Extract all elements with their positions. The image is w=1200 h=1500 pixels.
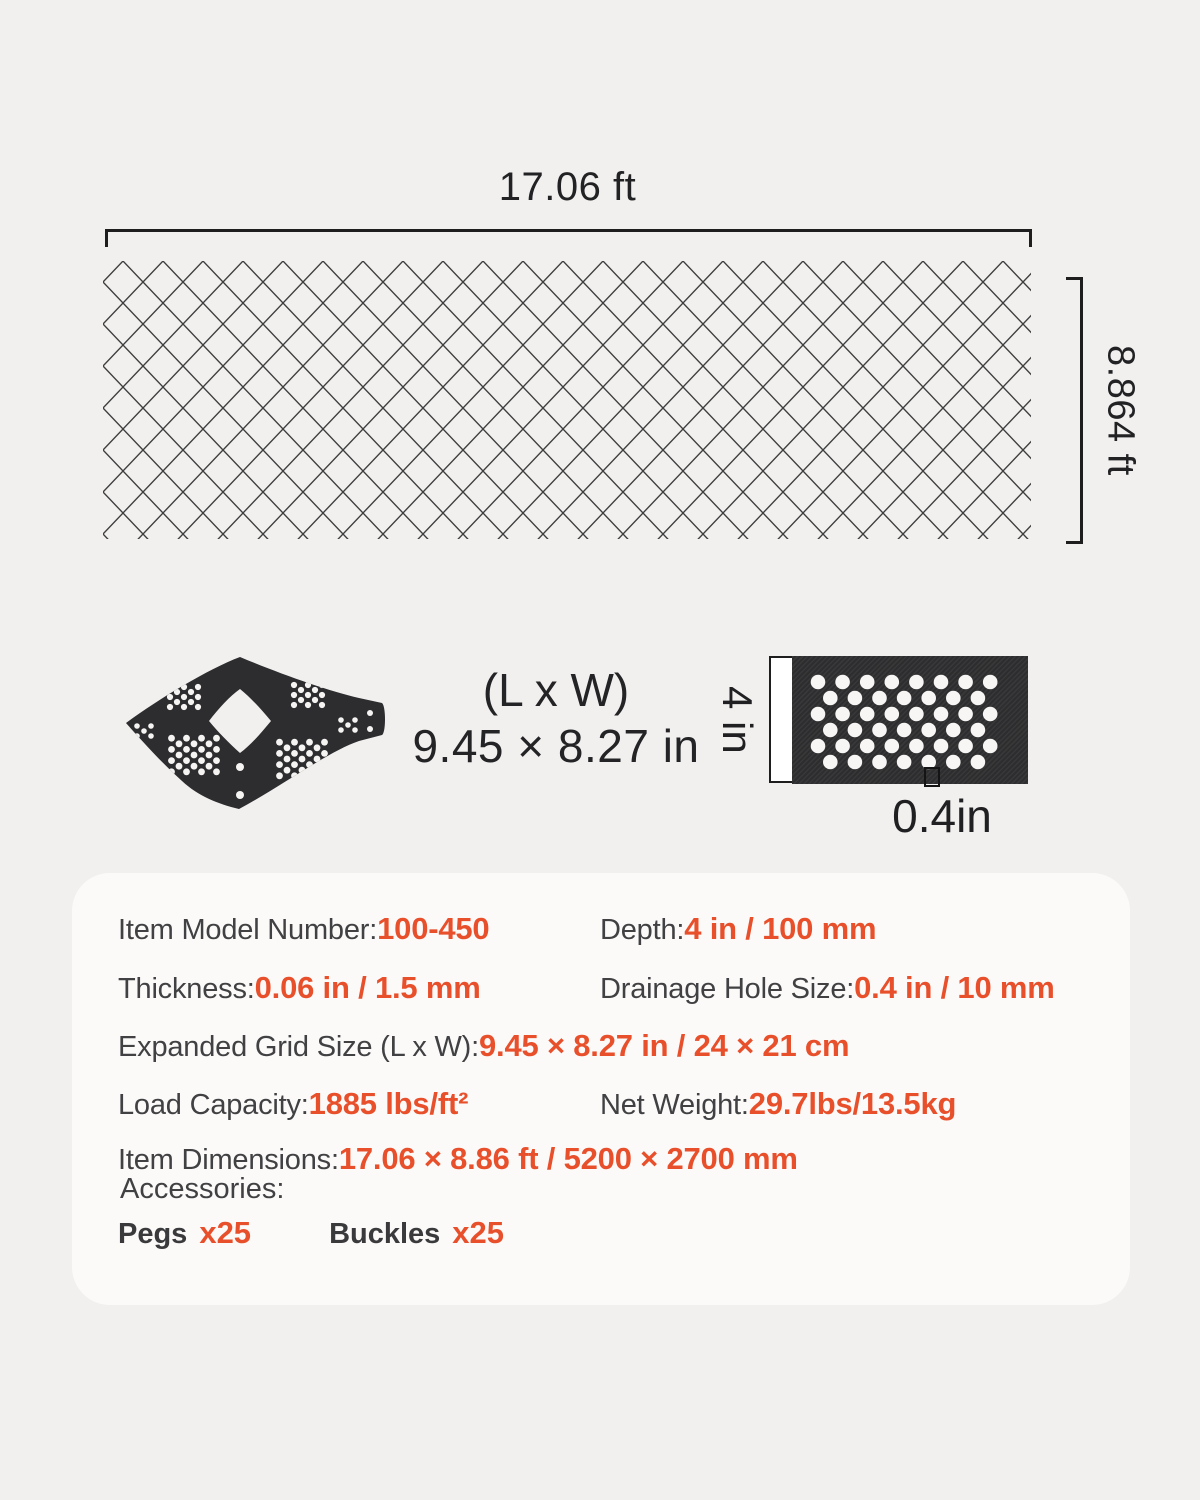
spec-value: 0.06 in / 1.5 mm — [254, 970, 481, 1005]
accessory-name: Pegs — [118, 1218, 188, 1250]
expanded-grid-mesh-diagram — [103, 261, 1031, 539]
spec-label: Net Weight: — [600, 1089, 749, 1121]
spec-value: 17.06 × 8.86 ft / 5200 × 2700 mm — [338, 1141, 798, 1176]
cell-size-value: 9.45 × 8.27 in — [412, 720, 700, 772]
spec-label: Item Model Number: — [118, 914, 378, 946]
spec-item — [600, 911, 876, 947]
drainage-holes — [792, 656, 1028, 784]
spec-value: 9.45 × 8.27 in / 24 × 21 cm — [479, 1028, 850, 1063]
accessory-name: Buckles — [329, 1218, 441, 1250]
spec-item — [118, 1086, 468, 1122]
cell-size-title: (L x W) — [482, 664, 630, 716]
accessory-quantity: x25 — [452, 1215, 505, 1250]
spec-item — [118, 970, 481, 1006]
spec-value: 0.4 in / 10 mm — [854, 970, 1055, 1005]
spec-value: 100-450 — [377, 911, 490, 946]
spec-row — [118, 1028, 1100, 1068]
spec-label: Drainage Hole Size: — [600, 973, 855, 1005]
spec-value: 29.7lbs/13.5kg — [748, 1086, 957, 1121]
grid-width-dimension: 17.06 ft — [498, 165, 637, 209]
width-dimension-bracket — [105, 229, 1032, 247]
spec-value: 1885 lbs/ft² — [308, 1086, 469, 1121]
perforated-strip-image — [792, 656, 1028, 784]
spec-item — [118, 1028, 849, 1064]
accessories-title: Accessories: — [120, 1173, 285, 1205]
spec-value: 4 in / 100 mm — [684, 911, 877, 946]
accessory-quantity: x25 — [199, 1215, 252, 1250]
grid-height-dimension: 8.864 ft — [1099, 344, 1142, 476]
drainage-hole-dimension: 0.4in — [892, 790, 992, 842]
spec-panel — [72, 873, 1130, 1305]
spec-item — [600, 1086, 956, 1122]
spec-row — [118, 911, 1100, 951]
spec-item — [600, 970, 1055, 1006]
depth-dimension-bracket — [769, 656, 794, 783]
height-dimension-bracket — [1066, 277, 1083, 544]
spec-item — [118, 911, 489, 947]
spec-label: Thickness: — [118, 973, 255, 1005]
panel-depth-dimension: 4 in — [714, 686, 761, 754]
spec-row — [118, 1086, 1100, 1126]
spec-row — [118, 970, 1100, 1010]
spec-label: Depth: — [600, 914, 685, 946]
drainage-hole-marker — [924, 767, 940, 787]
geocell-cell-image — [112, 645, 407, 825]
spec-label: Item Dimensions: — [118, 1144, 339, 1176]
cell-size-text — [370, 663, 742, 775]
spec-label: Load Capacity: — [118, 1089, 309, 1121]
spec-item — [118, 1141, 798, 1177]
spec-label: Expanded Grid Size (L x W): — [118, 1031, 479, 1063]
accessories-list — [118, 1215, 504, 1251]
